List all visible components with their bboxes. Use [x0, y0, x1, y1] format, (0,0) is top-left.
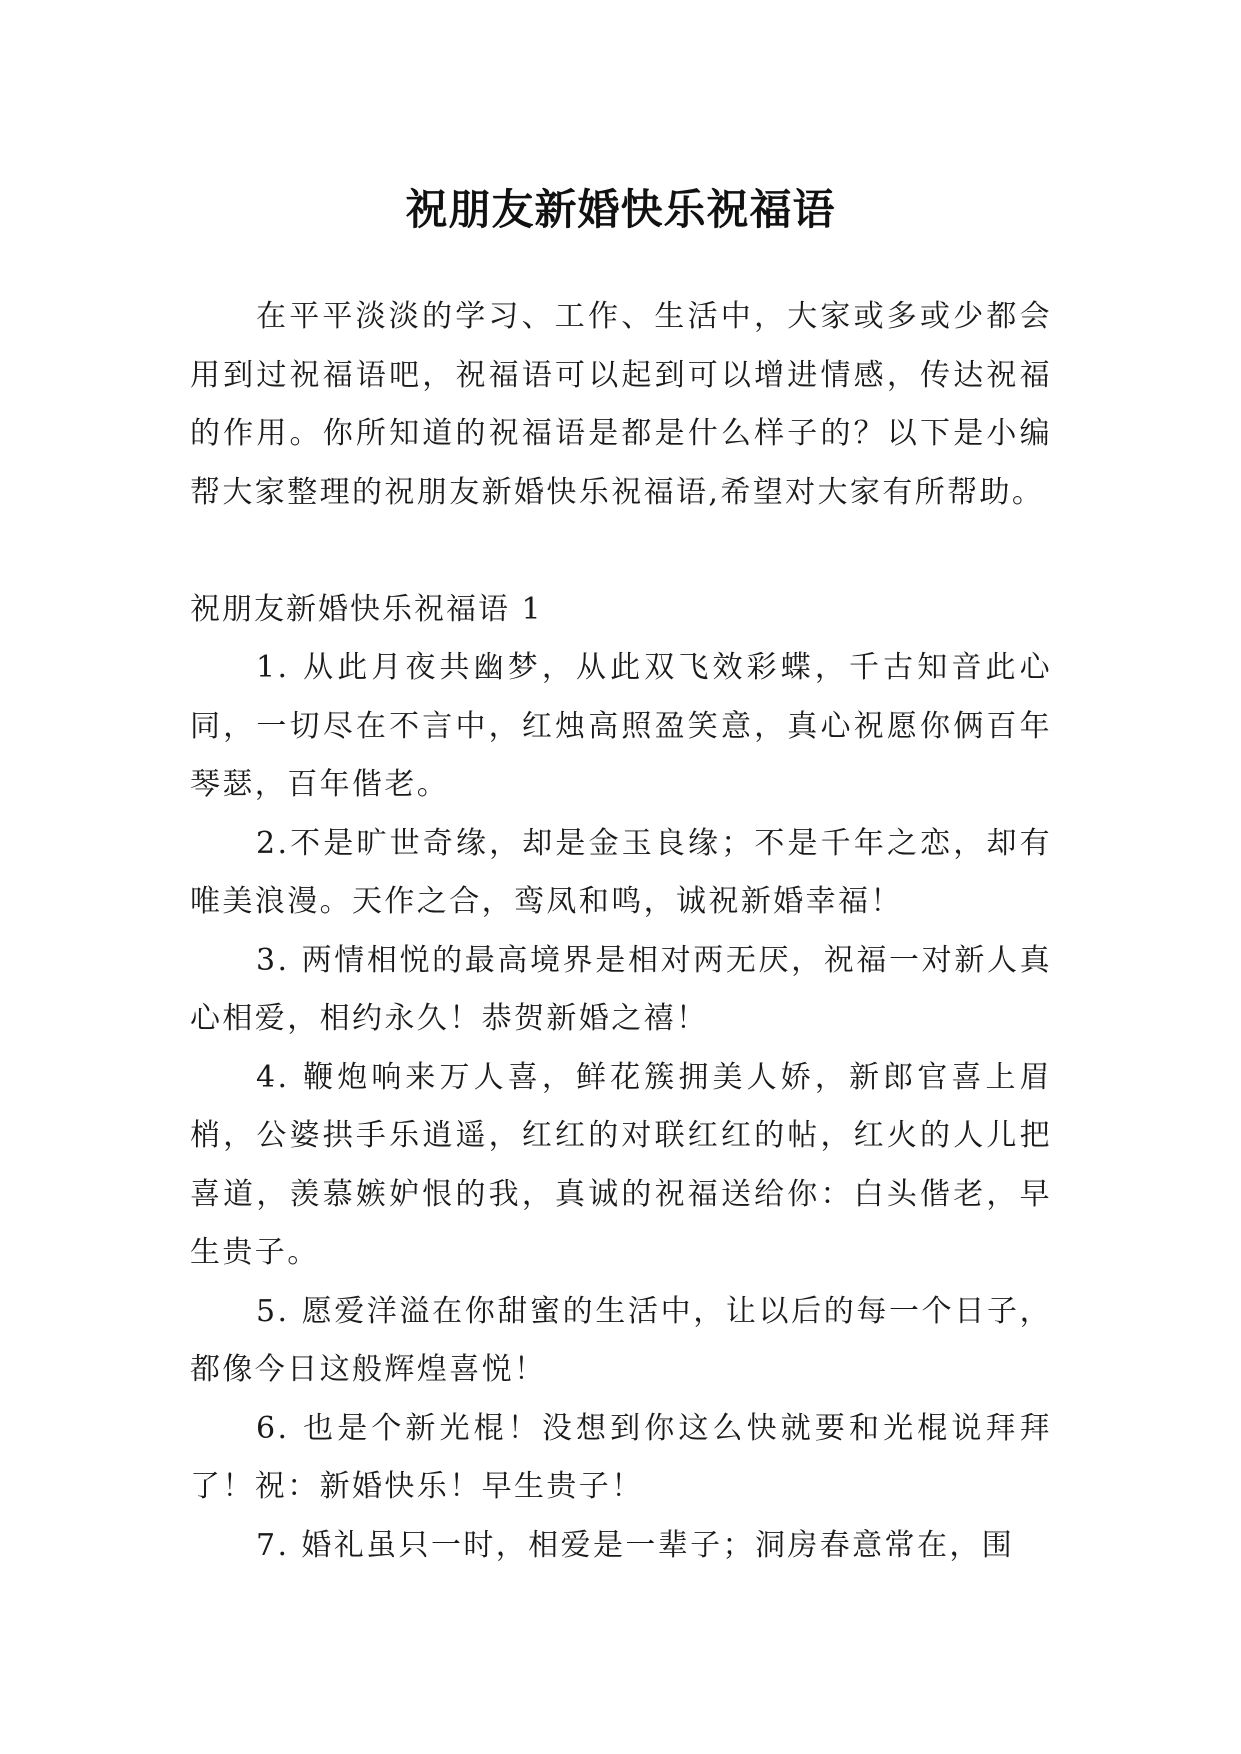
intro-paragraph: 在平平淡淡的学习、工作、生活中，大家或多或少都会用到过祝福语吧，祝福语可以起到可以增进情感，传达祝福的作用。你所知道的祝福语是都是什么样子的？以下是小编帮大家整理的祝朋友新婚快乐祝福语,希望对大家有所帮助。: [190, 299, 1052, 510]
section-heading: 祝朋友新婚快乐祝福语 1: [190, 592, 543, 627]
blessing-list: [190, 639, 1052, 1575]
list-item: 7. 婚礼虽只一时，相爱是一辈子；洞房春意常在，围: [256, 1527, 1015, 1563]
list-item: 3. 两情相悦的最高境界是相对两无厌，祝福一对新人真心相爱，相约永久！恭贺新婚之禧！: [190, 942, 1052, 1036]
list-item: 2.不是旷世奇缘，却是金玉良缘；不是千年之恋，却有唯美浪漫。天作之合，鸾凤和鸣，诚祝新婚幸福！: [190, 825, 1052, 919]
document-title: 祝朋友新婚快乐祝福语: [405, 185, 836, 235]
list-item: 5. 愿爱洋溢在你甜蜜的生活中，让以后的每一个日子，都像今日这般辉煌喜悦！: [190, 1293, 1052, 1387]
list-item: 6. 也是个新光棍！没想到你这么快就要和光棍说拜拜了！祝：新婚快乐！早生贵子！: [190, 1410, 1052, 1504]
list-item: 4. 鞭炮响来万人喜，鲜花簇拥美人娇，新郎官喜上眉梢，公婆拱手乐逍遥，红红的对联红红的帖，红火的人儿把喜道，羡慕嫉妒恨的我，真诚的祝福送给你：白头偕老，早生贵子。: [190, 1059, 1052, 1270]
list-item: 1. 从此月夜共幽梦，从此双飞效彩蝶，千古知音此心同，一切尽在不言中，红烛高照盈笑意，真心祝愿你俩百年琴瑟，百年偕老。: [190, 650, 1052, 802]
